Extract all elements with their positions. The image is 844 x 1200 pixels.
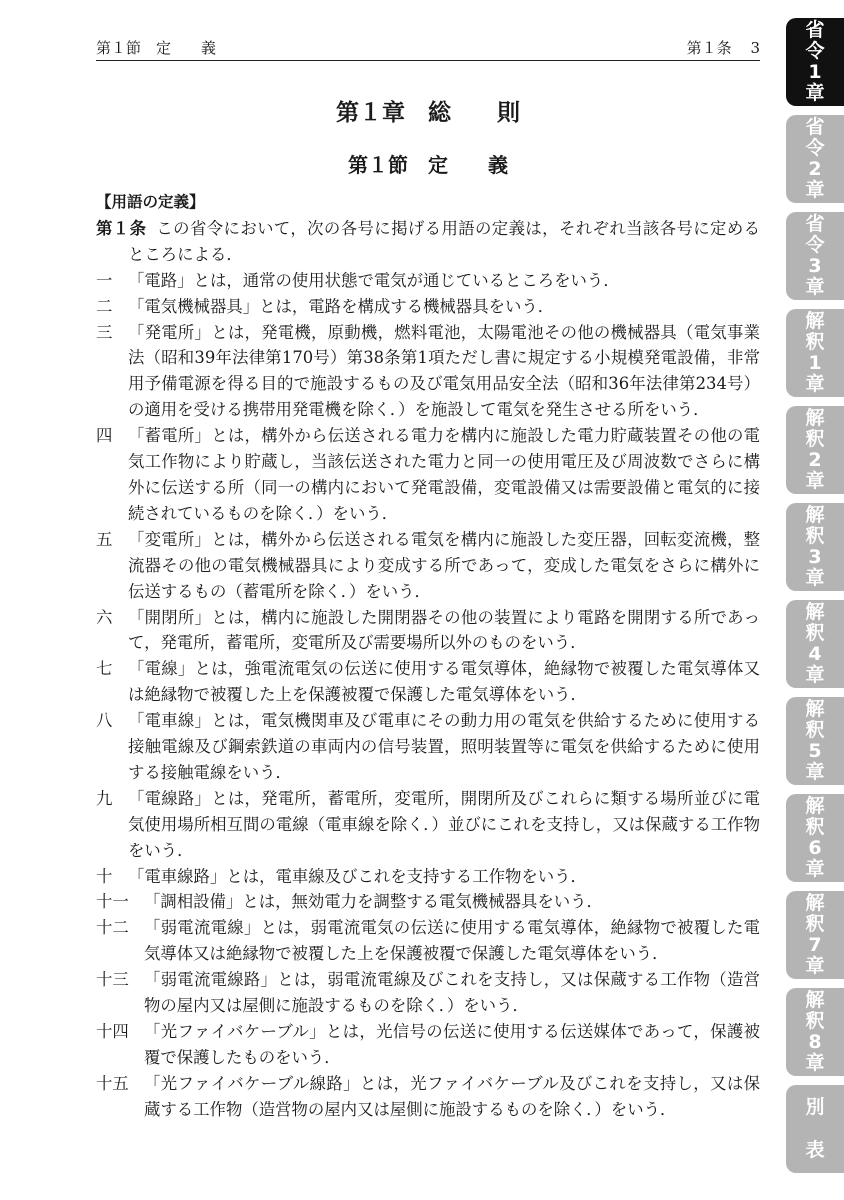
- section-title: 第１節 定 義: [348, 153, 508, 177]
- definition-item: [96, 656, 760, 708]
- item-number: 十三: [96, 970, 129, 990]
- item-number: 五: [96, 529, 113, 549]
- chapter-tab-char: 章: [805, 761, 825, 783]
- definition-item: [96, 864, 760, 890]
- chapter-tab-char: 解: [805, 504, 825, 526]
- chapter-tab[interactable]: [786, 18, 844, 106]
- page-number: 3: [750, 39, 760, 57]
- item-text: 「変電所」とは，構外から伝送される電気を構内に施設した変圧器，回転変流機，整流器その他の電気機械器具により変成する所であって，変成した電気をさらに構外に伝送するもの（蓄電所を除く．）をいう．: [128, 529, 760, 601]
- article-number: 第１条: [96, 218, 147, 238]
- item-number: 七: [96, 659, 113, 679]
- chapter-tab-char: 章: [805, 470, 825, 492]
- item-text: 「弱電流電線」とは，弱電流電気の伝送に使用する電気導体，絶縁物で被覆した電気導体又は絶縁物で被覆した上を保護被覆で保護した電気導体をいう．: [144, 918, 760, 964]
- chapter-tab-char: 釈: [805, 331, 825, 353]
- chapter-tab-char: 表: [805, 1139, 825, 1161]
- chapter-tab[interactable]: [786, 697, 844, 785]
- item-number: 九: [96, 788, 113, 808]
- chapter-tab-char: 釈: [805, 525, 825, 547]
- chapter-tab[interactable]: [786, 212, 844, 300]
- chapter-tab-char: 別: [805, 1096, 825, 1118]
- item-text: 「蓄電所」とは，構外から伝送される電力を構内に施設した電力貯蔵装置その他の電気工作物により貯蔵し，当該伝送された電力と同一の使用電圧及び周波数でさらに構外に伝送する所（同一の構内において発電設備，変電設備又は需要設備と電気的に接続されているものを除く．）をいう．: [128, 426, 760, 523]
- item-text: 「電気機械器具」とは，電路を構成する機械器具をいう．: [128, 296, 555, 316]
- item-number: 六: [96, 607, 113, 627]
- item-text: 「電車線」とは，電気機関車及び電車にその動力用の電気を供給するために使用する接触電線及び鋼索鉄道の車両内の信号装置，照明装置等に電気を供給するために使用する接触電線をいう．: [128, 711, 760, 782]
- page-content: [96, 190, 760, 1123]
- chapter-tab-char: 5: [808, 740, 822, 762]
- chapter-tab-char: 釈: [805, 719, 825, 741]
- chapter-tab-char: 釈: [805, 428, 825, 450]
- definition-item: [96, 423, 760, 527]
- chapter-tab-char: 釈: [805, 816, 825, 838]
- chapter-tab-char: 釈: [805, 622, 825, 644]
- header-article-label: 第１条: [686, 39, 732, 57]
- chapter-tab[interactable]: [786, 891, 844, 979]
- chapter-tab-char: 解: [805, 601, 825, 623]
- chapter-tab-char: 2: [808, 158, 822, 180]
- item-number: 十四: [96, 1022, 129, 1041]
- item-text: 「開閉所」とは，構内に施設した開閉器その他の装置により電路を開閉する所であって，発電所，蓄電所，変電所及び需要場所以外のものをいう．: [128, 607, 760, 653]
- chapter-tab-char: 1: [808, 61, 822, 83]
- chapter-tab[interactable]: [786, 406, 844, 494]
- header-right: [673, 36, 760, 60]
- item-number: 十一: [96, 892, 129, 912]
- chapter-tab[interactable]: [786, 794, 844, 882]
- item-number: 十: [96, 866, 113, 886]
- chapter-tab-char: 解: [805, 795, 825, 817]
- item-text: 「電線路」とは，発電所，蓄電所，変電所，開閉所及びこれらに類する場所並びに電気使用場所相互間の電線（電車線を除く．）並びにこれを支持し，又は保蔵する工作物をいう．: [128, 788, 760, 860]
- item-text: 「電路」とは，通常の使用状態で電気が通じているところをいう．: [128, 270, 620, 290]
- chapter-tab-char: 章: [805, 82, 825, 104]
- article-1: [96, 216, 760, 268]
- item-number: 八: [96, 711, 113, 731]
- definition-item: [96, 889, 760, 915]
- chapter-tab-char: 章: [805, 664, 825, 686]
- chapter-tab[interactable]: [786, 1085, 844, 1173]
- chapter-tab-char: 7: [808, 934, 822, 956]
- chapter-tab-char: 省: [805, 19, 825, 41]
- chapter-tab-char: 解: [805, 310, 825, 332]
- article-text: この省令において，次の各号に掲げる用語の定義は，それぞれ当該各号に定めるところによる．: [128, 218, 761, 264]
- chapter-tab-char: 1: [808, 352, 822, 374]
- item-text: 「電車線路」とは，電車線及びこれを支持する工作物をいう．: [128, 866, 587, 886]
- chapter-tab-char: 3: [808, 255, 822, 277]
- item-number: 三: [96, 322, 113, 342]
- chapter-tab-char: 解: [805, 989, 825, 1011]
- chapter-tab-char: 釈: [805, 1010, 825, 1032]
- chapter-tab-char: 6: [808, 837, 822, 859]
- chapter-tab-char: 章: [805, 1052, 825, 1074]
- definition-item: [96, 320, 760, 424]
- item-number: 二: [96, 296, 113, 316]
- chapter-tab-char: 省: [805, 116, 825, 138]
- chapter-tab-char: 省: [805, 213, 825, 235]
- chapter-tab-char: 3: [808, 546, 822, 568]
- definition-item: [96, 605, 760, 657]
- article-heading: 【用語の定義】: [96, 193, 205, 211]
- definition-item: [96, 708, 760, 786]
- chapter-tab-char: 令: [805, 40, 825, 62]
- chapter-tab-char: 章: [805, 276, 825, 298]
- chapter-tab-char: 令: [805, 137, 825, 159]
- definition-item: [96, 294, 760, 320]
- item-number: 十五: [96, 1073, 129, 1093]
- chapter-tab-char: 釈: [805, 913, 825, 935]
- item-text: 「弱電流電線路」とは，弱電流電線及びこれを支持し，又は保蔵する工作物（造営物の屋内又は屋側に施設するものを除く．）をいう．: [144, 970, 760, 1016]
- item-number: 十二: [96, 918, 129, 938]
- definition-item: [96, 268, 760, 294]
- chapter-tab-char: 解: [805, 892, 825, 914]
- item-number: 四: [96, 426, 113, 446]
- chapter-tab-char: 2: [808, 449, 822, 471]
- item-text: 「発電所」とは，発電機，原動機，燃料電池，太陽電池その他の機械器具（電気事業法（昭和39年法律第170号）第38条第1項ただし書に規定する小規模発電設備，非常用予備電源を得る目的で施設するもの及び電気用品安全法（昭和36年法律第234号）の適用を受ける携帯用発電機を除く．）を施設して電気を発生させる所をいう．: [128, 322, 760, 420]
- definition-list: [96, 268, 760, 1123]
- chapter-tab-char: 章: [805, 955, 825, 977]
- item-text: 「光ファイバケーブル」とは，光信号の伝送に使用する伝送媒体であって，保護被覆で保護したものをいう．: [144, 1022, 760, 1067]
- chapter-tab[interactable]: [786, 115, 844, 203]
- chapter-tab[interactable]: [786, 600, 844, 688]
- chapter-tab-char: 解: [805, 698, 825, 720]
- item-text: 「調相設備」とは，無効電力を調整する電気機械器具をいう．: [144, 892, 603, 912]
- chapter-tab-char: 8: [808, 1031, 822, 1053]
- chapter-tab-char: 章: [805, 373, 825, 395]
- definition-item: [96, 1019, 760, 1071]
- definition-item: [96, 527, 760, 605]
- definition-item: [96, 786, 760, 864]
- running-header: [96, 36, 760, 61]
- item-text: 「光ファイバケーブル線路」とは，光ファイバケーブル及びこれを支持し，又は保蔵する工作物（造営物の屋内又は屋側に施設するものを除く．）をいう．: [144, 1073, 760, 1119]
- definition-item: [96, 967, 760, 1019]
- chapter-tab[interactable]: [786, 988, 844, 1076]
- chapter-tab-char: 章: [805, 858, 825, 880]
- chapter-tab[interactable]: [786, 309, 844, 397]
- item-text: 「電線」とは，強電流電気の伝送に使用する電気導体，絶縁物で被覆した電気導体又は絶縁物で被覆した上を保護被覆で保護した電気導体をいう．: [128, 659, 760, 705]
- definition-item: [96, 915, 760, 967]
- chapter-tab-char: 解: [805, 407, 825, 429]
- chapter-tab-char: 令: [805, 234, 825, 256]
- chapter-tab[interactable]: [786, 503, 844, 591]
- chapter-tab-char: 4: [808, 643, 822, 665]
- definition-item: [96, 1071, 760, 1123]
- chapter-title: 第１章 総 則: [336, 100, 520, 126]
- item-number: 一: [96, 270, 113, 290]
- chapter-tab-char: 章: [805, 179, 825, 201]
- header-section-label: 第１節 定 義: [96, 39, 217, 57]
- chapter-tab-char: 章: [805, 567, 825, 589]
